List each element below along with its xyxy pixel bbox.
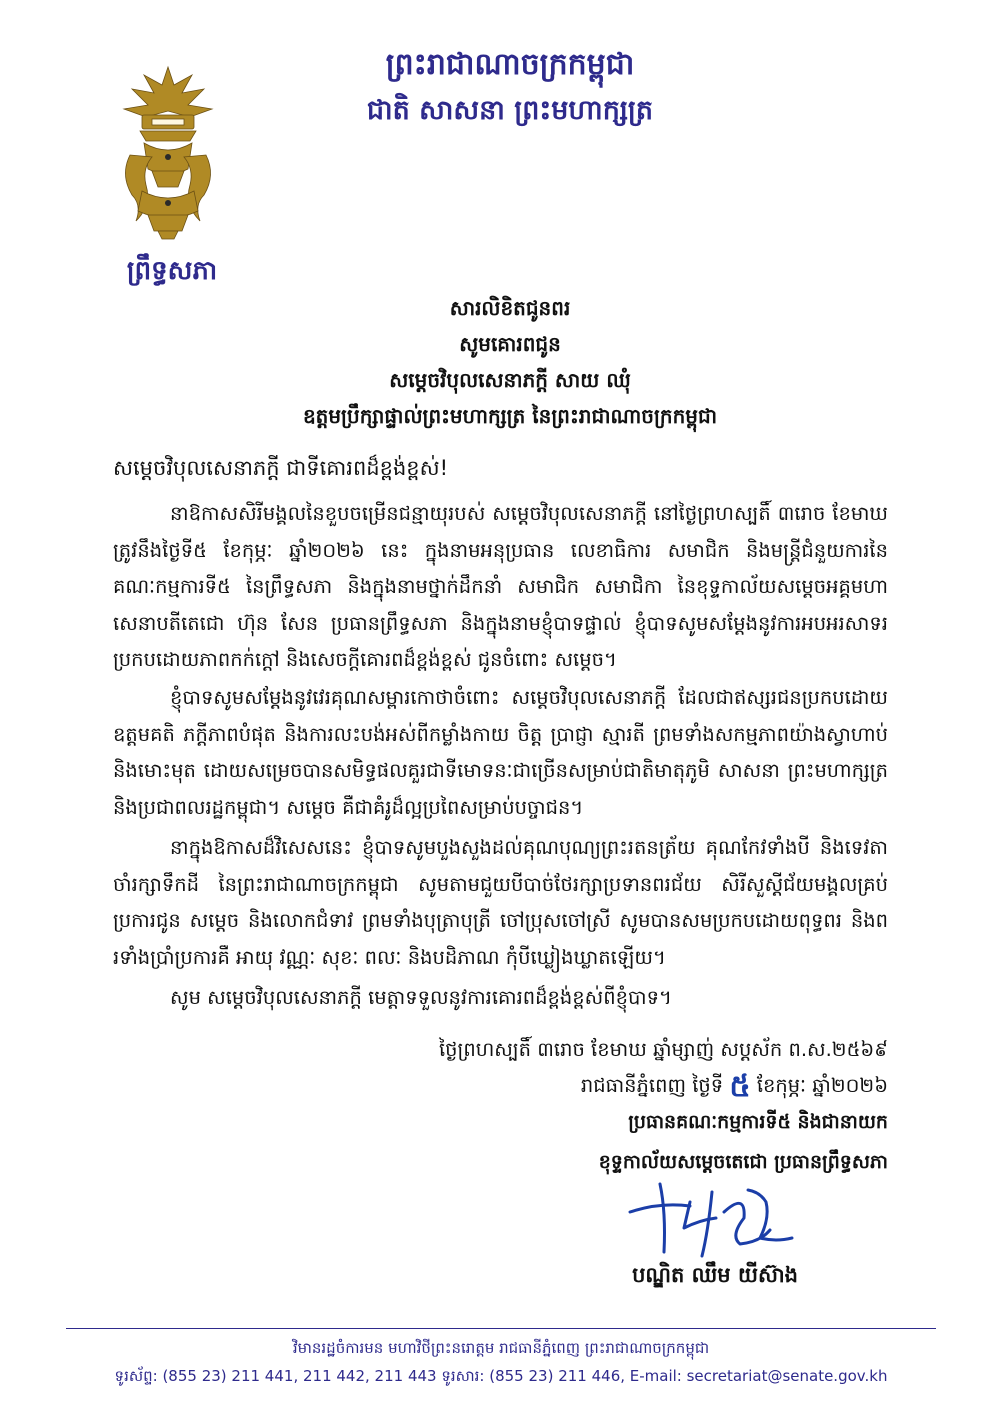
letter-title: [200, 290, 820, 434]
signer-title-line-2: ខុទ្ទកាល័យសម្តេចតេជោ ប្រធានព្រឹទ្ធសភា: [598, 1151, 888, 1173]
paragraph-2: ខ្ញុំបាទសូមសម្តែងនូវវេរគុណសម្ពារកោថាចំពោះ សម្តេចវិបុលសេនាភក្តី ដែលជាឥស្សរជនប្រកបដោយឧត្តមគតិ ភក្តីភាពបំផុត និងការលះបង់អស់ពីកម្លាំងកាយ ចិត្ត ប្រាជ្ញា ស្មារតី ព្រមទាំងសកម្មភាពយ៉ាងស្វាហាប់និងមោះមុត ដោយសម្រេចបានសមិទ្ធផលគួរជាទីមោទនៈជាច្រើនសម្រាប់ជាតិមាតុភូមិ សាសនា ព្រះមហាក្សត្រ និងប្រជាពលរដ្ឋកម្ពុជា។ សម្តេច គឺជាគំរូដ៏ល្អប្រពៃសម្រាប់បច្ចាជន។: [113, 686, 888, 819]
salutation: សម្តេចវិបុលសេនាភក្តី ជាទីគោរពដ៏ខ្ពង់ខ្ពស់!: [113, 456, 449, 480]
lunar-date: ថ្ងៃព្រហស្បតិ៍ ៣រោច ខែមាឃ ឆ្នាំម្សាញ់ សប្តស័ក ព.ស.២៥៦៩: [438, 1038, 888, 1061]
footer-divider: [66, 1328, 936, 1329]
footer: [66, 1334, 936, 1390]
kingdom-heading: [300, 42, 720, 134]
paragraph-4: សូម សម្តេចវិបុលសេនាភក្តី មេត្តាទទួលនូវការគោរពដ៏ខ្ពង់ខ្ពស់ពីខ្ញុំបាទ។: [170, 986, 672, 1009]
senate-emblem-icon: [112, 65, 224, 240]
kingdom-name: ព្រះរាជាណាចក្រកម្ពុជា: [385, 47, 635, 82]
title-line-3: សម្តេចវិបុលសេនាភក្តី សាយ ឈុំ: [389, 368, 631, 392]
title-line-4: ឧត្តមប្រឹក្សាផ្ទាល់ព្រះមហាក្សត្រ នៃព្រះរាជាណាចក្រកម្ពុជា: [302, 404, 718, 428]
institution-label: ព្រឹទ្ធសភា: [126, 256, 218, 286]
footer-address: វិមានរដ្ឋចំការមន មហាវិថីព្រះនរោត្តម រាជធានីភ្នំពេញ ព្រះរាជាណាចក្រកម្ពុជា: [292, 1339, 710, 1357]
month-year: ខែកុម្ភៈ ឆ្នាំ២០២៦: [756, 1074, 888, 1097]
signer-name: បណ្ឌិត ឈឹម យីស៊ាង: [632, 1262, 798, 1287]
title-line-2: សូមគោរពជូន: [459, 332, 561, 356]
date-block: [439, 1032, 888, 1105]
handwritten-day: ៥: [729, 1069, 751, 1104]
paragraph-1: នាឱកាសសិរីមង្គលនៃខួបចម្រើនជន្មាយុរបស់ សម្តេចវិបុលសេនាភក្តី នៅថ្ងៃព្រហស្បតិ៍ ៣រោច ខែមាឃ ត្រូវនឹងថ្ងៃទី៥ ខែកុម្ភៈ ឆ្នាំ២០២៦ នេះ ក្នុងនាមអនុប្រធាន លេខាធិការ សមាជិក និងមន្ត្រីជំនួយការនៃគណៈកម្មការទី៥ នៃព្រឹទ្ធសភា និងក្នុងនាមថ្នាក់ដឹកនាំ សមាជិក សមាជិកា នៃខុទ្ទកាល័យសម្តេចអគ្គមហាសេនាបតីតេជោ ហ៊ុន សែន ប្រធានព្រឹទ្ធសភា និងក្នុងនាមខ្ញុំបាទផ្ទាល់ ខ្ញុំបាទសូមសម្តែងនូវការអបអរសាទរប្រកបដោយភាពកក់ក្តៅ និងសេចក្តីគោរពដ៏ខ្ពង់ខ្ពស់ ជូនចំពោះ សម្តេច។: [113, 502, 888, 671]
footer-contact: ទូរស័ព្ទ: (855 23) 211 441, 211 442, 211 443 ទូរសារ: (855 23) 211 446, E-mail: secretariat@senate.gov.kh: [114, 1367, 888, 1385]
signer-title: [599, 1102, 888, 1182]
place-date: [439, 1068, 888, 1105]
national-motto: ជាតិ សាសនា ព្រះមហាក្សត្រ: [366, 95, 654, 126]
place-prefix: រាជធានីភ្នំពេញ ថ្ងៃទី: [580, 1074, 724, 1097]
title-line-1: សារលិខិតជូនពរ: [449, 296, 571, 320]
paragraph-3: នាក្នុងឱកាសដ៏វិសេសនេះ ខ្ញុំបាទសូមបួងសួងដល់គុណបុណ្យព្រះរតនត្រ័យ គុណកែវទាំងបី និងទេវតាចាំរក្សាទឹកដី នៃព្រះរាជាណាចក្រកម្ពុជា សូមតាមជួយបីបាច់ថែរក្សាប្រទានពរជ័យ សិរីសួស្តីជ័យមង្គលគ្រប់ប្រការជូន សម្តេច និងលោកជំទាវ ព្រមទាំងបុត្រាបុត្រី ចៅប្រុសចៅស្រី សូមបានសមប្រកបដោយពុទ្ធពរ និងពរទាំងប្រាំប្រការគឺ អាយុ វណ្ណៈ សុខៈ ពលៈ និងបដិភាណ កុំបីឃ្លៀងឃ្លាតឡើយ។: [113, 836, 888, 969]
handwritten-signature: [620, 1172, 800, 1262]
signer-title-line-1: ប្រធានគណៈកម្មការទី៥ និងជានាយក: [628, 1111, 888, 1133]
